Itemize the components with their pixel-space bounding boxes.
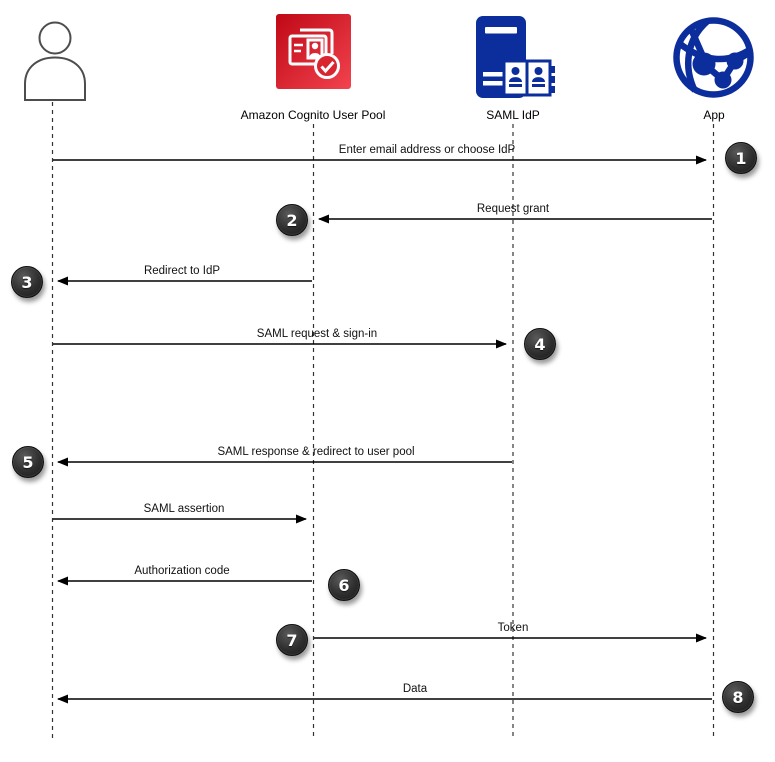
actor-label-app: App <box>664 108 764 122</box>
message-label-2: Request grant <box>476 203 550 215</box>
message-label-7: Authorization code <box>134 565 230 577</box>
step-badge-4: 4 <box>524 328 556 360</box>
message-label-6: SAML assertion <box>143 503 225 515</box>
actor-label-saml: SAML IdP <box>463 108 563 122</box>
message-label-3: Redirect to IdP <box>143 265 221 277</box>
actor-label-cognito: Amazon Cognito User Pool <box>213 108 413 122</box>
lifelines <box>53 102 714 740</box>
step-badge-6: 6 <box>328 569 360 601</box>
message-label-8: Token <box>497 622 529 634</box>
message-label-5: SAML response & redirect to user pool <box>217 446 415 458</box>
step-badge-7: 7 <box>276 624 308 656</box>
message-label-4: SAML request & sign-in <box>256 328 378 340</box>
step-badge-3: 3 <box>11 266 43 298</box>
message-label-1: Enter email address or choose IdP <box>338 144 516 156</box>
message-label-9: Data <box>402 683 428 695</box>
step-badge-5: 5 <box>12 446 44 478</box>
message-arrows <box>53 160 712 699</box>
step-badge-1: 1 <box>725 142 757 174</box>
step-badge-2: 2 <box>276 204 308 236</box>
step-badge-8: 8 <box>722 681 754 713</box>
